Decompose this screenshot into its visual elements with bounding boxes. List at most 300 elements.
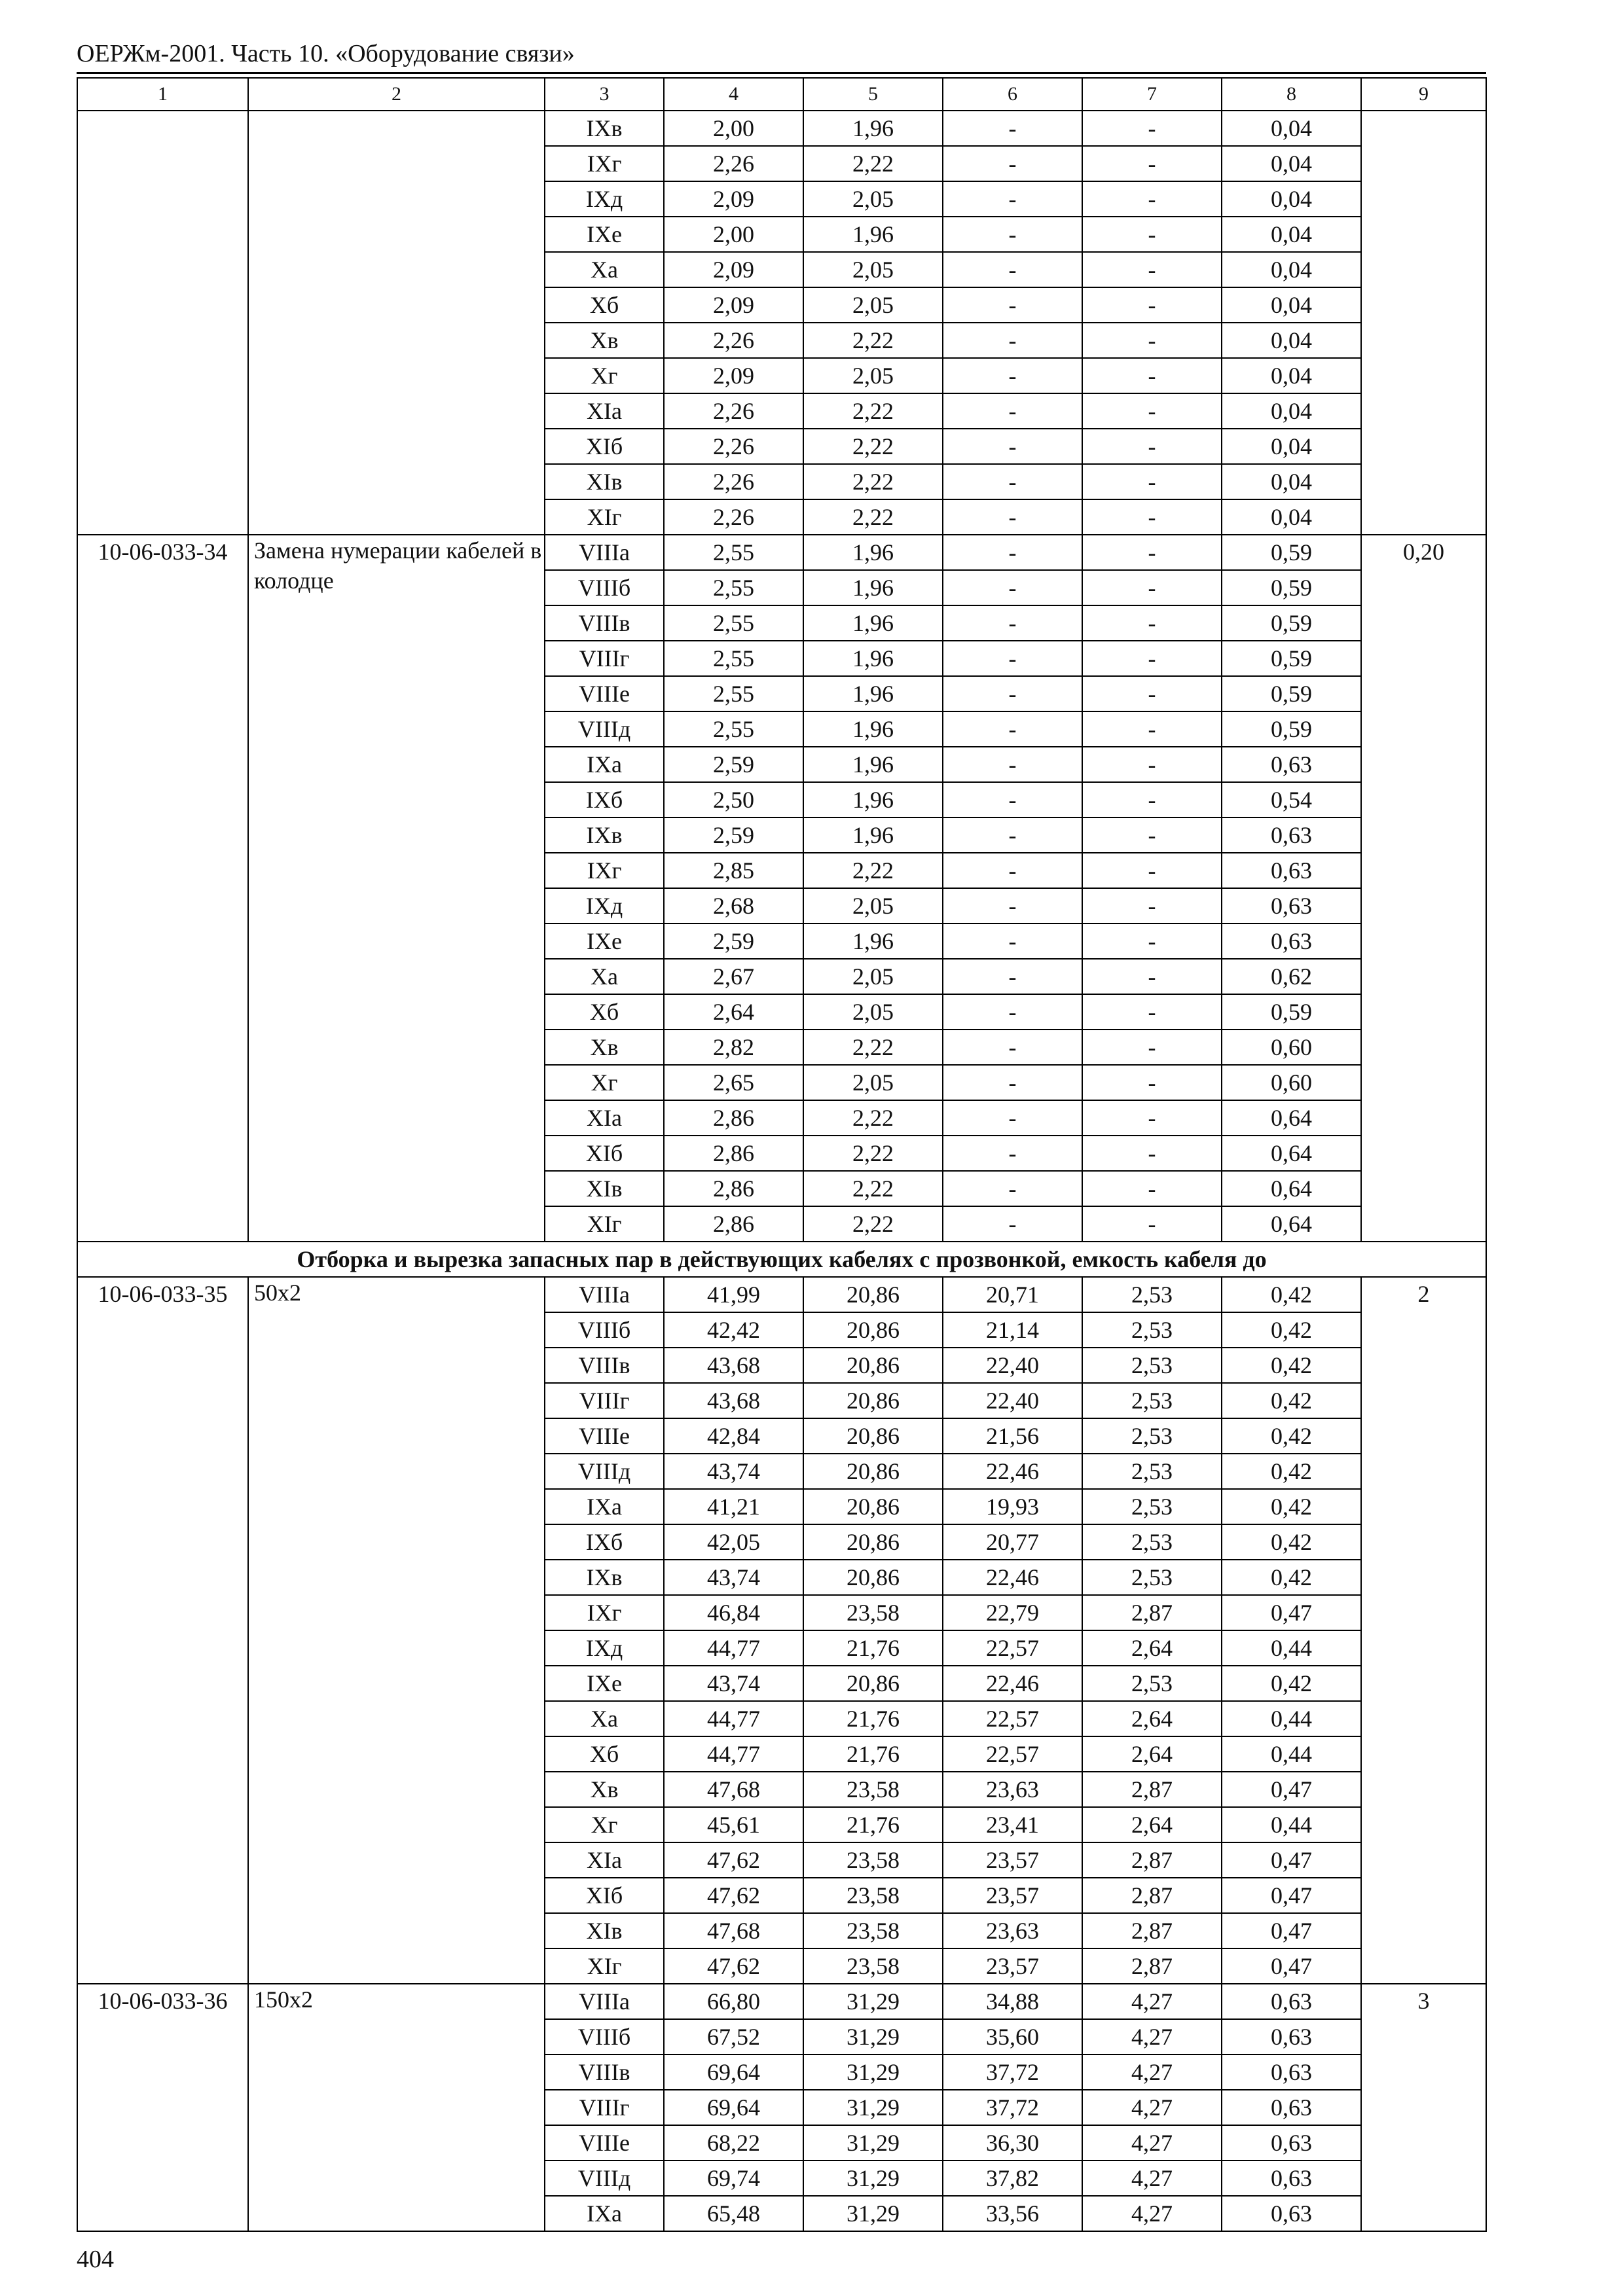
value-col8-cell: 0,64: [1222, 1206, 1361, 1242]
category-cell: IXд: [545, 888, 664, 924]
value-col7-cell: -: [1082, 641, 1222, 676]
category-cell: XIг: [545, 1948, 664, 1984]
value-col4-cell: 43,74: [664, 1666, 803, 1701]
value-col4-cell: 2,55: [664, 535, 803, 570]
value-col7-cell: -: [1082, 570, 1222, 605]
value-col5-cell: 2,05: [803, 1065, 943, 1100]
value-col7-cell: -: [1082, 888, 1222, 924]
value-col7-cell: 2,53: [1082, 1348, 1222, 1383]
category-cell: XIа: [545, 1842, 664, 1878]
value-col5-cell: 20,86: [803, 1348, 943, 1383]
value-col7-cell: -: [1082, 535, 1222, 570]
category-cell: Xв: [545, 1772, 664, 1807]
value-col8-cell: 0,47: [1222, 1913, 1361, 1948]
value-col4-cell: 44,77: [664, 1630, 803, 1666]
value-col4-cell: 2,00: [664, 111, 803, 146]
column-number: 7: [1082, 78, 1222, 111]
value-col7-cell: -: [1082, 711, 1222, 747]
value-col5-cell: 1,96: [803, 570, 943, 605]
rate-code-cell: [77, 111, 248, 535]
value-col5-cell: 23,58: [803, 1842, 943, 1878]
value-col8-cell: 0,42: [1222, 1418, 1361, 1454]
value-col4-cell: 2,86: [664, 1136, 803, 1171]
value-col5-cell: 2,05: [803, 181, 943, 217]
page-number: 404: [77, 2246, 114, 2273]
value-col7-cell: -: [1082, 358, 1222, 393]
value-col4-cell: 2,26: [664, 499, 803, 535]
value-col8-cell: 0,04: [1222, 393, 1361, 429]
value-col5-cell: 20,86: [803, 1454, 943, 1489]
value-col6-cell: -: [943, 676, 1082, 711]
value-col8-cell: 0,04: [1222, 146, 1361, 181]
value-col8-cell: 0,63: [1222, 2090, 1361, 2125]
category-cell: XIв: [545, 464, 664, 499]
category-cell: XIб: [545, 1878, 664, 1913]
value-col4-cell: 2,00: [664, 217, 803, 252]
value-col6-cell: -: [943, 287, 1082, 323]
value-col5-cell: 1,96: [803, 924, 943, 959]
value-col7-cell: -: [1082, 747, 1222, 782]
value-col4-cell: 2,86: [664, 1100, 803, 1136]
value-col8-cell: 0,59: [1222, 641, 1361, 676]
value-col7-cell: -: [1082, 1030, 1222, 1065]
value-col4-cell: 67,52: [664, 2019, 803, 2054]
value-col8-cell: 0,64: [1222, 1171, 1361, 1206]
value-col7-cell: 2,53: [1082, 1524, 1222, 1560]
value-col7-cell: 2,53: [1082, 1418, 1222, 1454]
category-cell: VIIIг: [545, 641, 664, 676]
category-cell: VIIIб: [545, 1312, 664, 1348]
value-col7-cell: -: [1082, 429, 1222, 464]
value-col6-cell: -: [943, 605, 1082, 641]
value-col4-cell: 2,86: [664, 1171, 803, 1206]
value-col8-cell: 0,47: [1222, 1842, 1361, 1878]
category-cell: IXд: [545, 181, 664, 217]
category-cell: VIIIб: [545, 2019, 664, 2054]
value-col6-cell: -: [943, 393, 1082, 429]
category-cell: IXг: [545, 853, 664, 888]
value-col5-cell: 23,58: [803, 1772, 943, 1807]
value-col8-cell: 0,59: [1222, 570, 1361, 605]
value-col8-cell: 0,64: [1222, 1100, 1361, 1136]
value-col5-cell: 2,22: [803, 146, 943, 181]
value-col5-cell: 20,86: [803, 1312, 943, 1348]
value-col7-cell: 2,64: [1082, 1630, 1222, 1666]
value-col8-cell: 0,04: [1222, 217, 1361, 252]
value-col6-cell: 35,60: [943, 2019, 1082, 2054]
value-col5-cell: 1,96: [803, 747, 943, 782]
value-col7-cell: -: [1082, 994, 1222, 1030]
value-col6-cell: 37,82: [943, 2161, 1082, 2196]
value-col4-cell: 2,55: [664, 711, 803, 747]
value-col7-cell: 2,53: [1082, 1666, 1222, 1701]
value-col5-cell: 31,29: [803, 2161, 943, 2196]
value-col7-cell: 4,27: [1082, 1984, 1222, 2019]
value-col4-cell: 2,09: [664, 252, 803, 287]
value-col5-cell: 1,96: [803, 817, 943, 853]
value-col7-cell: -: [1082, 111, 1222, 146]
value-col8-cell: 0,60: [1222, 1030, 1361, 1065]
value-col4-cell: 42,84: [664, 1418, 803, 1454]
value-col4-cell: 43,74: [664, 1560, 803, 1595]
value-col4-cell: 44,77: [664, 1701, 803, 1736]
value-col8-cell: 0,63: [1222, 747, 1361, 782]
value-col8-cell: 0,59: [1222, 994, 1361, 1030]
category-cell: IXе: [545, 1666, 664, 1701]
value-col4-cell: 2,65: [664, 1065, 803, 1100]
value-col5-cell: 31,29: [803, 2090, 943, 2125]
value-col8-cell: 0,47: [1222, 1595, 1361, 1630]
value-col4-cell: 65,48: [664, 2196, 803, 2231]
value-col4-cell: 2,59: [664, 924, 803, 959]
value-col5-cell: 2,05: [803, 959, 943, 994]
value-col8-cell: 0,63: [1222, 853, 1361, 888]
work-name-cell: Замена нумерации кабелей в колодце: [248, 535, 545, 1242]
value-col8-cell: 0,04: [1222, 323, 1361, 358]
value-col5-cell: 20,86: [803, 1666, 943, 1701]
value-col7-cell: 4,27: [1082, 2090, 1222, 2125]
value-col7-cell: -: [1082, 1171, 1222, 1206]
column-number: 2: [248, 78, 545, 111]
value-col6-cell: 20,77: [943, 1524, 1082, 1560]
value-col5-cell: 1,96: [803, 711, 943, 747]
value-col7-cell: -: [1082, 1136, 1222, 1171]
value-col7-cell: 4,27: [1082, 2125, 1222, 2161]
table-row: [77, 535, 1486, 570]
value-col6-cell: 22,46: [943, 1454, 1082, 1489]
value-col7-cell: 2,53: [1082, 1312, 1222, 1348]
category-cell: IXе: [545, 217, 664, 252]
value-col7-cell: 2,64: [1082, 1807, 1222, 1842]
value-col5-cell: 21,76: [803, 1736, 943, 1772]
value-col8-cell: 0,63: [1222, 2054, 1361, 2090]
work-name-cell: 150х2: [248, 1984, 545, 2231]
value-col7-cell: 2,87: [1082, 1948, 1222, 1984]
value-col8-cell: 0,04: [1222, 111, 1361, 146]
category-cell: IXб: [545, 782, 664, 817]
value-col6-cell: 21,56: [943, 1418, 1082, 1454]
value-col7-cell: -: [1082, 676, 1222, 711]
value-col4-cell: 46,84: [664, 1595, 803, 1630]
value-col4-cell: 69,64: [664, 2054, 803, 2090]
value-col6-cell: -: [943, 747, 1082, 782]
value-col8-cell: 0,44: [1222, 1736, 1361, 1772]
value-col6-cell: 37,72: [943, 2090, 1082, 2125]
value-col4-cell: 68,22: [664, 2125, 803, 2161]
value-col7-cell: 2,53: [1082, 1454, 1222, 1489]
value-col4-cell: 43,68: [664, 1383, 803, 1418]
value-col6-cell: -: [943, 817, 1082, 853]
value-col4-cell: 42,42: [664, 1312, 803, 1348]
value-col7-cell: 2,53: [1082, 1277, 1222, 1312]
value-col4-cell: 2,26: [664, 429, 803, 464]
value-col5-cell: 20,86: [803, 1418, 943, 1454]
value-col6-cell: 36,30: [943, 2125, 1082, 2161]
category-cell: XIг: [545, 499, 664, 535]
category-cell: VIIIд: [545, 2161, 664, 2196]
category-cell: VIIIв: [545, 605, 664, 641]
value-col7-cell: 2,87: [1082, 1913, 1222, 1948]
value-col8-cell: 0,44: [1222, 1807, 1361, 1842]
value-col4-cell: 41,21: [664, 1489, 803, 1524]
value-col5-cell: 2,05: [803, 994, 943, 1030]
value-col5-cell: 1,96: [803, 641, 943, 676]
value-col5-cell: 23,58: [803, 1948, 943, 1984]
value-col6-cell: -: [943, 323, 1082, 358]
value-col4-cell: 2,26: [664, 323, 803, 358]
category-cell: Xа: [545, 252, 664, 287]
category-cell: VIIIб: [545, 570, 664, 605]
value-col5-cell: 20,86: [803, 1489, 943, 1524]
value-col7-cell: -: [1082, 393, 1222, 429]
category-cell: VIIIв: [545, 2054, 664, 2090]
value-col7-cell: 2,53: [1082, 1489, 1222, 1524]
value-col5-cell: 2,05: [803, 252, 943, 287]
value-col6-cell: -: [943, 464, 1082, 499]
value-col6-cell: 23,57: [943, 1842, 1082, 1878]
page-header-title: ОЕРЖм-2001. Часть 10. «Оборудование связи»: [77, 40, 575, 67]
value-col4-cell: 2,09: [664, 181, 803, 217]
value-col6-cell: -: [943, 782, 1082, 817]
value-col6-cell: 23,63: [943, 1772, 1082, 1807]
value-col6-cell: 19,93: [943, 1489, 1082, 1524]
value-col4-cell: 2,55: [664, 641, 803, 676]
category-cell: VIIIв: [545, 1348, 664, 1383]
value-col7-cell: -: [1082, 252, 1222, 287]
column-number: 4: [664, 78, 803, 111]
value-col4-cell: 2,26: [664, 464, 803, 499]
category-cell: IXв: [545, 111, 664, 146]
value-col7-cell: -: [1082, 782, 1222, 817]
value-col5-cell: 31,29: [803, 2019, 943, 2054]
value-col4-cell: 2,55: [664, 570, 803, 605]
value-col7-cell: 4,27: [1082, 2161, 1222, 2196]
value-col5-cell: 21,76: [803, 1630, 943, 1666]
value-col7-cell: 2,87: [1082, 1595, 1222, 1630]
value-col5-cell: 31,29: [803, 2196, 943, 2231]
value-col5-cell: 31,29: [803, 2054, 943, 2090]
value-col5-cell: 2,22: [803, 464, 943, 499]
value-col5-cell: 1,96: [803, 535, 943, 570]
value-col6-cell: 23,57: [943, 1878, 1082, 1913]
value-col7-cell: 2,64: [1082, 1701, 1222, 1736]
rate-code-cell: 10-06-033-36: [77, 1984, 248, 2231]
value-col6-cell: 34,88: [943, 1984, 1082, 2019]
value-col5-cell: 2,22: [803, 393, 943, 429]
value-col8-cell: 0,59: [1222, 711, 1361, 747]
value-col6-cell: -: [943, 111, 1082, 146]
value-col6-cell: -: [943, 358, 1082, 393]
value-col4-cell: 47,62: [664, 1842, 803, 1878]
category-cell: XIб: [545, 429, 664, 464]
value-col8-cell: 0,62: [1222, 959, 1361, 994]
value-col5-cell: 23,58: [803, 1595, 943, 1630]
col9-cell: 0,20: [1361, 535, 1486, 1242]
value-col8-cell: 0,42: [1222, 1348, 1361, 1383]
value-col8-cell: 0,04: [1222, 464, 1361, 499]
value-col8-cell: 0,63: [1222, 888, 1361, 924]
value-col6-cell: -: [943, 1136, 1082, 1171]
value-col8-cell: 0,44: [1222, 1630, 1361, 1666]
category-cell: IXв: [545, 817, 664, 853]
header-rule: [77, 72, 1486, 74]
rates-table: [77, 77, 1487, 2232]
category-cell: Xб: [545, 287, 664, 323]
value-col4-cell: 2,55: [664, 605, 803, 641]
value-col6-cell: 37,72: [943, 2054, 1082, 2090]
value-col8-cell: 0,47: [1222, 1878, 1361, 1913]
value-col4-cell: 2,09: [664, 358, 803, 393]
category-cell: VIIIд: [545, 1454, 664, 1489]
value-col5-cell: 21,76: [803, 1807, 943, 1842]
category-cell: IXе: [545, 924, 664, 959]
category-cell: Xа: [545, 1701, 664, 1736]
value-col6-cell: -: [943, 994, 1082, 1030]
value-col8-cell: 0,42: [1222, 1312, 1361, 1348]
value-col8-cell: 0,59: [1222, 605, 1361, 641]
value-col6-cell: 20,71: [943, 1277, 1082, 1312]
value-col5-cell: 31,29: [803, 1984, 943, 2019]
value-col6-cell: 22,40: [943, 1383, 1082, 1418]
value-col6-cell: 22,40: [943, 1348, 1082, 1383]
value-col5-cell: 1,96: [803, 111, 943, 146]
column-number: 8: [1222, 78, 1361, 111]
category-cell: IXг: [545, 1595, 664, 1630]
value-col6-cell: -: [943, 1030, 1082, 1065]
category-cell: IXд: [545, 1630, 664, 1666]
value-col7-cell: 2,87: [1082, 1772, 1222, 1807]
value-col8-cell: 0,63: [1222, 2196, 1361, 2231]
column-number: 1: [77, 78, 248, 111]
value-col8-cell: 0,47: [1222, 1772, 1361, 1807]
column-number: 5: [803, 78, 943, 111]
value-col4-cell: 69,74: [664, 2161, 803, 2196]
value-col5-cell: 21,76: [803, 1701, 943, 1736]
value-col7-cell: -: [1082, 181, 1222, 217]
column-number: 3: [545, 78, 664, 111]
value-col6-cell: 23,57: [943, 1948, 1082, 1984]
value-col5-cell: 1,96: [803, 782, 943, 817]
value-col6-cell: -: [943, 959, 1082, 994]
col9-cell: 3: [1361, 1984, 1486, 2231]
value-col5-cell: 2,22: [803, 1136, 943, 1171]
value-col5-cell: 2,22: [803, 499, 943, 535]
value-col5-cell: 2,22: [803, 853, 943, 888]
category-cell: Xв: [545, 1030, 664, 1065]
value-col8-cell: 0,63: [1222, 2125, 1361, 2161]
value-col4-cell: 2,55: [664, 676, 803, 711]
value-col4-cell: 47,68: [664, 1772, 803, 1807]
value-col8-cell: 0,42: [1222, 1524, 1361, 1560]
value-col8-cell: 0,63: [1222, 817, 1361, 853]
category-cell: Xг: [545, 1065, 664, 1100]
value-col8-cell: 0,64: [1222, 1136, 1361, 1171]
category-cell: IXг: [545, 146, 664, 181]
category-cell: XIв: [545, 1171, 664, 1206]
value-col8-cell: 0,60: [1222, 1065, 1361, 1100]
value-col8-cell: 0,04: [1222, 499, 1361, 535]
value-col4-cell: 2,50: [664, 782, 803, 817]
table-row: [77, 1984, 1486, 2019]
value-col5-cell: 20,86: [803, 1560, 943, 1595]
value-col7-cell: -: [1082, 499, 1222, 535]
value-col5-cell: 1,96: [803, 605, 943, 641]
value-col6-cell: -: [943, 888, 1082, 924]
value-col7-cell: 4,27: [1082, 2054, 1222, 2090]
value-col5-cell: 20,86: [803, 1524, 943, 1560]
value-col6-cell: 23,63: [943, 1913, 1082, 1948]
value-col7-cell: -: [1082, 287, 1222, 323]
value-col6-cell: 23,41: [943, 1807, 1082, 1842]
value-col4-cell: 45,61: [664, 1807, 803, 1842]
value-col8-cell: 0,42: [1222, 1489, 1361, 1524]
category-cell: Xб: [545, 1736, 664, 1772]
category-cell: Xг: [545, 1807, 664, 1842]
value-col8-cell: 0,63: [1222, 1984, 1361, 2019]
value-col6-cell: -: [943, 1206, 1082, 1242]
value-col5-cell: 1,96: [803, 676, 943, 711]
category-cell: IXа: [545, 1489, 664, 1524]
category-cell: Xг: [545, 358, 664, 393]
value-col8-cell: 0,63: [1222, 2161, 1361, 2196]
value-col8-cell: 0,42: [1222, 1277, 1361, 1312]
value-col7-cell: 2,53: [1082, 1383, 1222, 1418]
value-col7-cell: 4,27: [1082, 2019, 1222, 2054]
value-col6-cell: 22,46: [943, 1560, 1082, 1595]
value-col5-cell: 2,22: [803, 1030, 943, 1065]
value-col4-cell: 66,80: [664, 1984, 803, 2019]
column-number-row: [77, 78, 1486, 111]
value-col6-cell: 22,46: [943, 1666, 1082, 1701]
value-col8-cell: 0,04: [1222, 181, 1361, 217]
rate-code-cell: 10-06-033-35: [77, 1277, 248, 1984]
table-row: [77, 111, 1486, 146]
category-cell: VIIIг: [545, 2090, 664, 2125]
value-col4-cell: 43,68: [664, 1348, 803, 1383]
value-col7-cell: -: [1082, 323, 1222, 358]
value-col6-cell: -: [943, 181, 1082, 217]
value-col7-cell: -: [1082, 464, 1222, 499]
col9-cell: [1361, 111, 1486, 535]
category-cell: VIIIа: [545, 535, 664, 570]
value-col8-cell: 0,04: [1222, 358, 1361, 393]
value-col8-cell: 0,04: [1222, 287, 1361, 323]
value-col6-cell: -: [943, 146, 1082, 181]
value-col8-cell: 0,42: [1222, 1454, 1361, 1489]
value-col7-cell: 2,53: [1082, 1560, 1222, 1595]
value-col5-cell: 2,05: [803, 358, 943, 393]
value-col6-cell: -: [943, 924, 1082, 959]
value-col4-cell: 2,86: [664, 1206, 803, 1242]
value-col7-cell: -: [1082, 1065, 1222, 1100]
value-col7-cell: 2,64: [1082, 1736, 1222, 1772]
value-col4-cell: 2,59: [664, 747, 803, 782]
value-col4-cell: 2,26: [664, 146, 803, 181]
category-cell: VIIIа: [545, 1277, 664, 1312]
value-col7-cell: 2,87: [1082, 1878, 1222, 1913]
category-cell: XIа: [545, 393, 664, 429]
value-col6-cell: -: [943, 252, 1082, 287]
value-col8-cell: 0,54: [1222, 782, 1361, 817]
section-heading-row: [77, 1242, 1486, 1277]
value-col8-cell: 0,59: [1222, 676, 1361, 711]
value-col7-cell: -: [1082, 1206, 1222, 1242]
value-col7-cell: -: [1082, 924, 1222, 959]
value-col8-cell: 0,04: [1222, 252, 1361, 287]
category-cell: XIв: [545, 1913, 664, 1948]
value-col4-cell: 2,68: [664, 888, 803, 924]
value-col4-cell: 42,05: [664, 1524, 803, 1560]
